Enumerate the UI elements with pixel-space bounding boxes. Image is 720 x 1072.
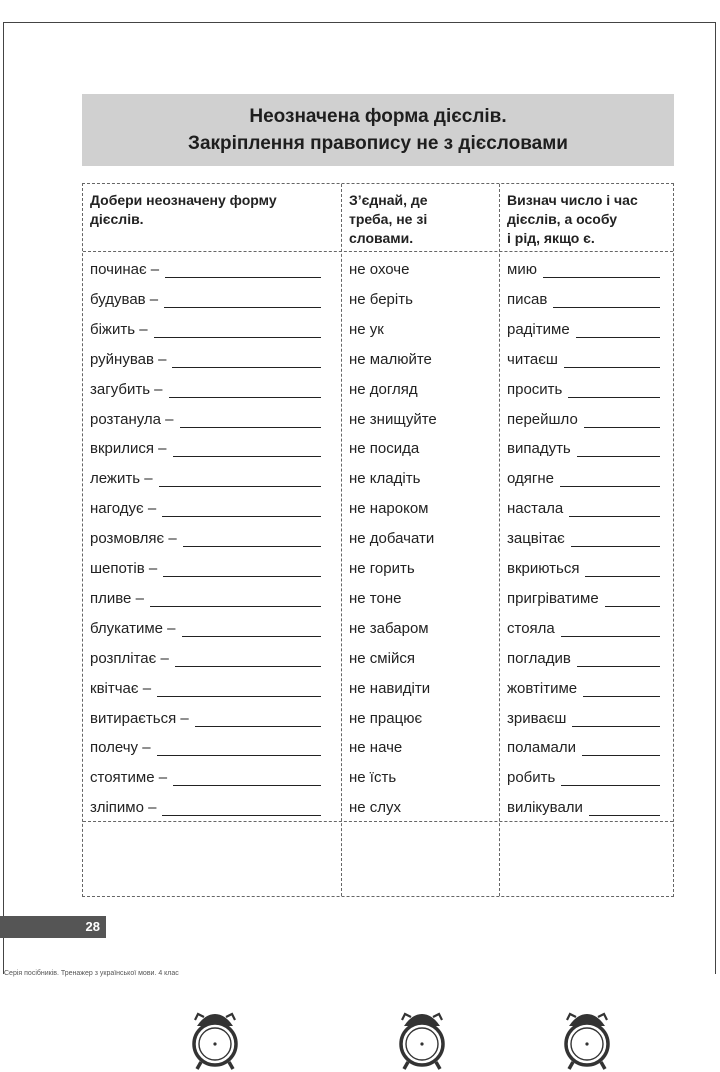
title-line-2: Закріплення правопису не з дієсловами — [188, 133, 568, 154]
answer-blank-line[interactable] — [584, 413, 660, 428]
answer-blank-line[interactable] — [576, 323, 660, 338]
verb-item — [90, 678, 321, 700]
verb-analysis-item — [507, 648, 660, 670]
answer-blank-line[interactable] — [572, 712, 660, 727]
verb-item-text: зліпимо – — [90, 799, 157, 817]
verb-item-text: нагодує – — [90, 500, 157, 518]
page-number: 28 — [0, 916, 106, 938]
verb-item-text: лежить – — [90, 470, 153, 488]
verb-item-text: стоятиме – — [90, 769, 168, 787]
verb-analysis-item-text: одягне — [507, 470, 554, 488]
answer-blank-line[interactable] — [154, 323, 321, 338]
answer-blank-line[interactable] — [150, 592, 321, 607]
answer-blank-line[interactable] — [568, 383, 660, 398]
verb-analysis-item-text: стояла — [507, 619, 555, 637]
answer-blank-line[interactable] — [162, 502, 321, 517]
answer-blank-line[interactable] — [173, 771, 321, 786]
not-phrase-item-text: не посида — [349, 440, 420, 458]
answer-blank-line[interactable] — [163, 562, 321, 577]
not-phrase-item-text: не знищуйте — [349, 410, 437, 428]
verb-item — [90, 259, 321, 281]
verb-analysis-item — [507, 468, 660, 490]
verb-item — [90, 349, 321, 371]
verb-analysis-item — [507, 797, 660, 819]
not-phrase-item — [349, 618, 489, 640]
footer-divider — [83, 821, 673, 822]
verb-analysis-item — [507, 678, 660, 700]
answer-blank-line[interactable] — [561, 622, 660, 637]
verb-analysis-item-text: випадуть — [507, 440, 571, 458]
verb-item-text: розмовляє – — [90, 530, 177, 548]
not-phrase-item — [349, 319, 489, 341]
not-phrase-item — [349, 379, 489, 401]
alarm-clock-icon — [189, 1010, 241, 1072]
header-divider — [83, 251, 673, 252]
column-divider — [499, 184, 500, 896]
answer-blank-line[interactable] — [195, 712, 321, 727]
verb-item — [90, 558, 321, 580]
answer-blank-line[interactable] — [553, 293, 660, 308]
verb-item — [90, 409, 321, 431]
verb-item-text: пливе – — [90, 589, 144, 607]
not-phrase-item-text: не нароком — [349, 500, 429, 518]
verb-item-text: вкрилися – — [90, 440, 167, 458]
not-phrase-item — [349, 648, 489, 670]
not-phrase-item — [349, 767, 489, 789]
verb-analysis-item — [507, 767, 660, 789]
column-header-1: Добери неозначену форму дієслів. — [90, 192, 277, 227]
not-phrase-item — [349, 259, 489, 281]
not-phrase-item — [349, 797, 489, 819]
answer-blank-line[interactable] — [577, 442, 660, 457]
verb-item — [90, 737, 321, 759]
verb-analysis-item — [507, 438, 660, 460]
not-phrase-item — [349, 708, 489, 730]
answer-blank-line[interactable] — [180, 413, 322, 428]
alarm-clock-icon — [561, 1010, 613, 1072]
not-phrase-item — [349, 678, 489, 700]
column-header-2: З’єднай, де треба, не зі словами. — [349, 192, 428, 246]
verb-item-text: шепотів – — [90, 560, 158, 577]
verb-item — [90, 528, 321, 550]
not-phrase-item — [349, 558, 489, 580]
title-line-1: Неозначена форма дієслів. — [249, 106, 507, 127]
verb-analysis-item-text: жовтітиме — [507, 679, 578, 697]
verb-analysis-item-text: пригріватиме — [507, 589, 599, 607]
alarm-clock-icon — [396, 1010, 448, 1072]
not-phrase-item-text: не добачати — [349, 530, 435, 548]
column-header-3: Визнач число і час дієслів, а особу і рід, якщо є. — [507, 192, 638, 246]
not-phrase-item-text: не забаром — [349, 619, 429, 637]
not-phrase-item-text: не працює — [349, 709, 423, 727]
verb-analysis-item-text: робить — [507, 769, 556, 787]
verb-analysis-item — [507, 588, 660, 610]
answer-blank-line[interactable] — [564, 353, 660, 368]
verb-item — [90, 379, 321, 401]
answer-blank-line[interactable] — [605, 592, 660, 607]
verb-item-text: блукатиме – — [90, 619, 176, 637]
verb-item — [90, 797, 321, 819]
answer-blank-line[interactable] — [183, 532, 321, 547]
verb-analysis-item-text: зацвітає — [507, 530, 565, 548]
verb-item — [90, 708, 321, 730]
verb-analysis-item — [507, 558, 660, 580]
not-phrase-item-text: не наче — [349, 739, 403, 757]
answer-blank-line[interactable] — [172, 353, 321, 368]
answer-blank-line[interactable] — [589, 801, 660, 816]
verb-analysis-item-text: радітиме — [507, 320, 570, 338]
not-phrase-item — [349, 528, 489, 550]
verb-item — [90, 319, 321, 341]
not-phrase-item — [349, 409, 489, 431]
not-phrase-item — [349, 438, 489, 460]
verb-item-text: руйнував – — [90, 350, 167, 368]
verb-analysis-item — [507, 319, 660, 341]
verb-analysis-item — [507, 708, 660, 730]
not-phrase-item — [349, 349, 489, 371]
verb-analysis-item — [507, 349, 660, 371]
verb-analysis-item-text: поламали — [507, 739, 577, 757]
verb-item — [90, 767, 321, 789]
not-phrase-item-text: не беріть — [349, 290, 413, 308]
not-phrase-item-text: не навидіти — [349, 679, 431, 697]
verb-analysis-item — [507, 498, 660, 520]
not-phrase-item-text: не малюйте — [349, 350, 432, 368]
answer-blank-line[interactable] — [165, 263, 321, 278]
verb-analysis-item-text: писав — [507, 290, 548, 308]
answer-blank-line[interactable] — [577, 652, 660, 667]
verb-item — [90, 468, 321, 490]
verb-item-text: починає – — [90, 261, 160, 278]
verb-analysis-item — [507, 528, 660, 550]
exercise-table — [82, 183, 674, 897]
not-phrase-item-text: не охоче — [349, 261, 410, 278]
verb-item-text: розплітає – — [90, 649, 169, 667]
not-phrase-item-text: не їсть — [349, 769, 397, 787]
not-phrase-item — [349, 468, 489, 490]
verb-item — [90, 289, 321, 311]
verb-analysis-item-text: зриваєш — [507, 709, 567, 727]
answer-blank-line[interactable] — [582, 741, 660, 756]
not-phrase-item — [349, 737, 489, 759]
answer-blank-line[interactable] — [561, 771, 660, 786]
verb-analysis-item-text: настала — [507, 500, 564, 518]
verb-analysis-item — [507, 379, 660, 401]
not-phrase-item — [349, 289, 489, 311]
page-title — [82, 94, 674, 166]
answer-blank-line[interactable] — [159, 472, 321, 487]
answer-blank-line[interactable] — [157, 682, 321, 697]
verb-item-text: біжить – — [90, 320, 148, 338]
verb-item-text: загубить – — [90, 380, 163, 398]
verb-item-text: полечу – — [90, 739, 151, 757]
verb-analysis-item-text: погладив — [507, 649, 571, 667]
column-divider — [341, 184, 342, 896]
not-phrase-item — [349, 498, 489, 520]
verb-item — [90, 618, 321, 640]
not-phrase-item-text: не ук — [349, 320, 384, 338]
not-phrase-item-text: не слух — [349, 799, 402, 817]
verb-analysis-item-text: вилікували — [507, 799, 583, 817]
verb-item — [90, 498, 321, 520]
answer-blank-line[interactable] — [585, 562, 660, 577]
verb-analysis-item — [507, 618, 660, 640]
answer-blank-line[interactable] — [162, 801, 321, 816]
answer-blank-line[interactable] — [543, 263, 660, 278]
verb-item-text: будував – — [90, 290, 159, 308]
answer-blank-line[interactable] — [169, 383, 321, 398]
verb-analysis-item — [507, 289, 660, 311]
answer-blank-line[interactable] — [569, 502, 660, 517]
not-phrase-item — [349, 588, 489, 610]
answer-blank-line[interactable] — [164, 293, 321, 308]
answer-blank-line[interactable] — [560, 472, 660, 487]
answer-blank-line[interactable] — [175, 652, 321, 667]
verb-analysis-item — [507, 737, 660, 759]
verb-analysis-item-text: просить — [507, 380, 563, 398]
not-phrase-item-text: не кладіть — [349, 470, 421, 488]
answer-blank-line[interactable] — [157, 741, 321, 756]
not-phrase-item-text: не догляд — [349, 380, 418, 398]
verb-item-text: квітчає – — [90, 679, 152, 697]
not-phrase-item-text: не смійся — [349, 649, 415, 667]
answer-blank-line[interactable] — [571, 532, 660, 547]
answer-blank-line[interactable] — [583, 682, 660, 697]
not-phrase-item-text: не горить — [349, 560, 415, 577]
verb-item — [90, 648, 321, 670]
verb-item-text: витирається – — [90, 709, 189, 727]
footer-text: Серія посібників. Тренажер з української мови. 4 клас — [4, 970, 179, 977]
verb-item-text: розтанула – — [90, 410, 174, 428]
verb-analysis-item-text: читаєш — [507, 350, 558, 368]
verb-analysis-item-text: мию — [507, 261, 537, 278]
verb-analysis-item-text: перейшло — [507, 410, 578, 428]
not-phrase-item-text: не тоне — [349, 589, 402, 607]
answer-blank-line[interactable] — [173, 442, 321, 457]
verb-analysis-item — [507, 409, 660, 431]
verb-analysis-item-text: вкриються — [507, 560, 580, 577]
verb-item — [90, 438, 321, 460]
verb-analysis-item — [507, 259, 660, 281]
answer-blank-line[interactable] — [182, 622, 322, 637]
verb-item — [90, 588, 321, 610]
